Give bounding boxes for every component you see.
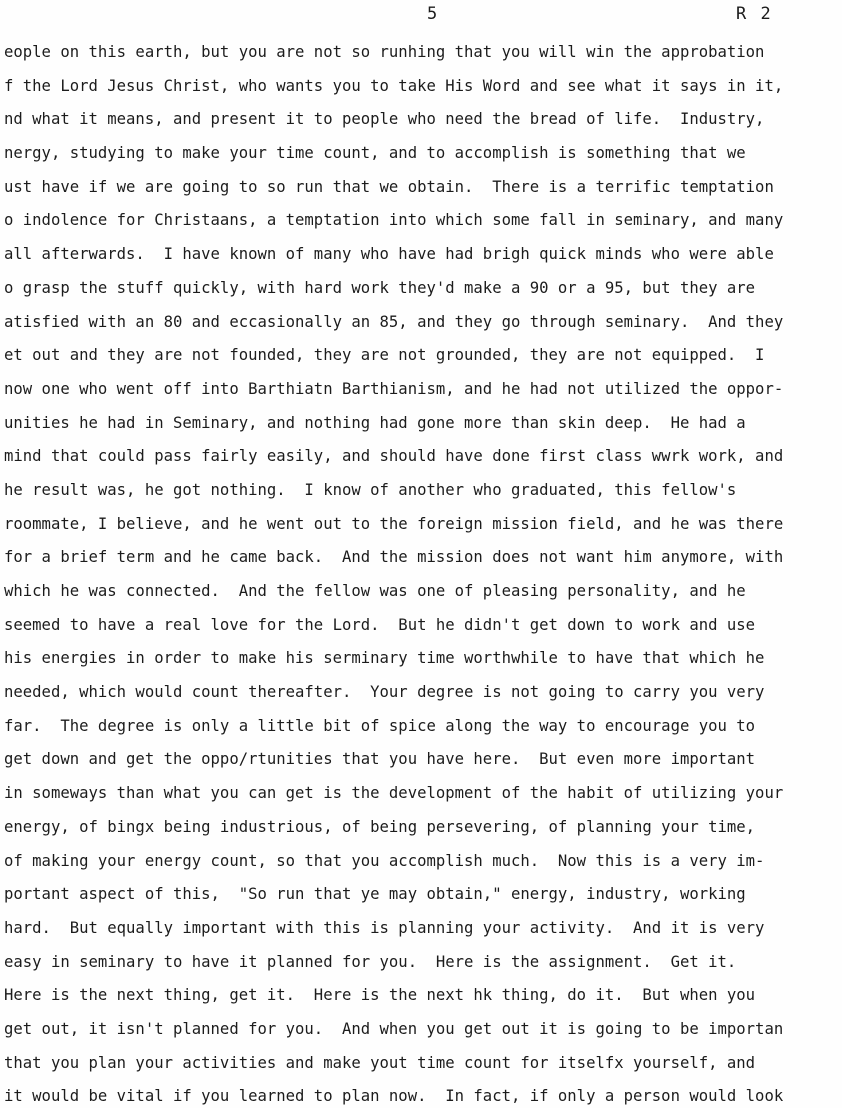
text-line: eople on this earth, but you are not so runhing that you will win the approbation <box>4 43 765 61</box>
text-line: he result was, he got nothing. I know of another who graduated, this fellow's <box>4 480 737 499</box>
text-line: get down and get the oppo/rtunities that you have here. But even more important <box>4 750 756 769</box>
text-line: that you plan your activities and make yout time count for itselfx yourself, and <box>4 1053 756 1072</box>
text-line: unities he had in Seminary, and nothing had gone more than skin deep. He had a <box>4 413 746 432</box>
text-line: seemed to have a real love for the Lord. But he didn't get down to work and use <box>4 615 756 634</box>
text-line: o grasp the stuff quickly, with hard work they'd make a 90 or a 95, but they are <box>4 278 756 297</box>
text-line: for a brief term and he came back. And the mission does not want him anymore, with <box>4 548 784 567</box>
text-line: atisfied with an 80 and eccasionally an 85, and they go through seminary. And they <box>4 312 784 331</box>
text-line: which he was connected. And the fellow was one of pleasing personality, and he <box>4 582 746 600</box>
text-line: nd what it means, and present it to people who need the bread of life. Industry, <box>4 110 765 129</box>
text-line: easy in seminary to have it planned for you. Here is the assignment. Get it. <box>4 952 737 971</box>
body-text <box>0 36 842 1114</box>
page-reference: R 2 <box>736 4 773 24</box>
text-line: et out and they are not founded, they are not grounded, they are not equipped. I <box>4 346 765 365</box>
text-line: mind that could pass fairly easily, and should have done first class wwrk work, and <box>4 447 784 466</box>
text-line: needed, which would count thereafter. Your degree is not going to carry you very <box>4 683 765 702</box>
text-line: it would be vital if you learned to plan now. In fact, if only a person would look <box>4 1087 784 1106</box>
text-line: energy, of bingx being industrious, of being persevering, of planning your time, <box>4 817 756 836</box>
page-number: 5 <box>427 4 438 24</box>
text-line: ust have if we are going to so run that we obtain. There is a terrific temptation <box>4 177 774 196</box>
text-line: Here is the next thing, get it. Here is the next hk thing, do it. But when you <box>4 986 756 1005</box>
text-line: o indolence for Christaans, a temptation into which some fall in seminary, and many <box>4 211 784 230</box>
text-line: roommate, I believe, and he went out to the foreign mission field, and he was there <box>4 514 784 533</box>
text-line: f the Lord Jesus Christ, who wants you to take His Word and see what it says in it, <box>4 76 784 95</box>
text-line: his energies in order to make his serminary time worthwhile to have that which he <box>4 649 765 668</box>
text-line: far. The degree is only a little bit of spice along the way to encourage you to <box>4 716 756 735</box>
text-line: now one who went off into Barthiatn Barthianism, and he had not utilized the oppor- <box>4 379 784 398</box>
text-line: all afterwards. I have known of many who have had brigh quick minds who were able <box>4 245 774 264</box>
text-line: portant aspect of this, "So run that ye may obtain," energy, industry, working <box>4 885 746 904</box>
text-line: nergy, studying to make your time count, and to accomplish is something that we <box>4 144 746 163</box>
text-line: get out, it isn't planned for you. And when you get out it is going to be importan <box>4 1019 784 1038</box>
text-line: in someways than what you can get is the development of the habit of utilizing your <box>4 784 784 803</box>
text-line: of making your energy count, so that you accomplish much. Now this is a very im- <box>4 851 765 870</box>
text-line: hard. But equally important with this is planning your activity. And it is very <box>4 918 765 937</box>
